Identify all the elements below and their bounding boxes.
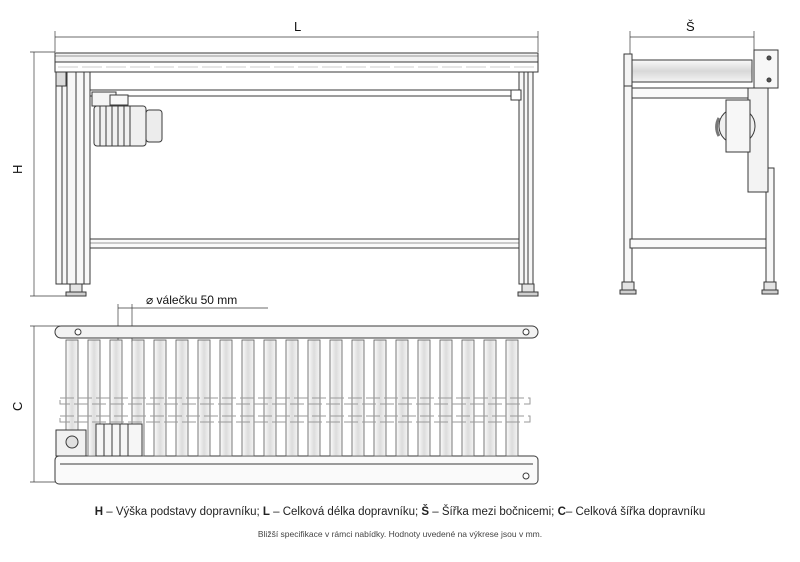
legend-note: Bližší specifikace v rámci nabídky. Hodnoty uvedené na výkrese jsou v mm.	[257, 529, 543, 539]
legend-l-key: L	[262, 506, 270, 518]
total-width-label: C	[10, 401, 25, 411]
legend-h-key: H	[94, 506, 104, 518]
legend-c-text: – Celková šířka dopravníku	[565, 506, 706, 518]
legend-h-text: – Výška podstavy dopravníku;	[103, 506, 263, 518]
width-label: Š	[686, 19, 695, 34]
side-view	[620, 31, 778, 294]
legend-l-text: – Celková délka dopravníku;	[269, 506, 422, 518]
roller-diameter-annotation: ⌀ válečku 50 mm	[146, 293, 238, 307]
legend-c-key: C	[557, 506, 566, 518]
top-view	[30, 304, 538, 484]
length-label: L	[294, 19, 302, 34]
legend-s-key: Š	[421, 506, 430, 518]
legend-s-text: – Šířka mezi bočnicemi;	[429, 506, 558, 518]
legend	[0, 506, 800, 518]
front-view	[30, 31, 538, 296]
height-label: H	[10, 164, 25, 174]
